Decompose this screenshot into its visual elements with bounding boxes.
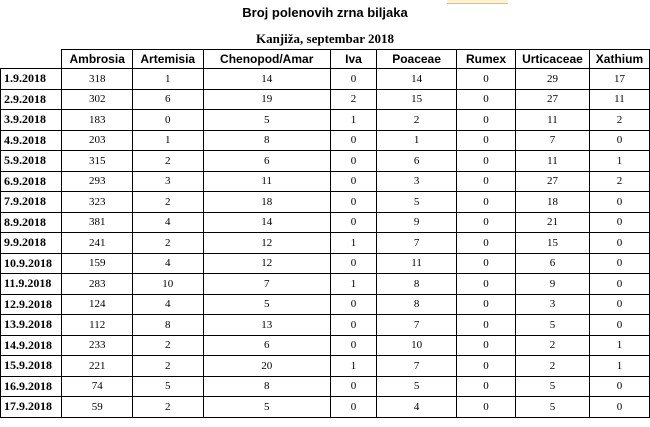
count-cell[interactable]: 112 (62, 315, 133, 336)
count-cell[interactable]: 11 (377, 253, 457, 274)
count-cell[interactable]: 1 (133, 69, 204, 90)
header-cell[interactable] (1, 50, 62, 69)
count-cell[interactable]: 0 (457, 69, 516, 90)
table-row (1, 253, 650, 274)
count-cell[interactable]: 0 (589, 294, 649, 315)
count-cell[interactable]: 8 (377, 294, 457, 315)
count-cell[interactable]: 11 (515, 110, 589, 131)
count-cell[interactable]: 0 (330, 69, 376, 90)
count-cell[interactable]: 5 (377, 192, 457, 213)
count-cell[interactable]: 11 (203, 171, 330, 192)
count-cell[interactable]: 0 (457, 89, 516, 110)
table-row (1, 294, 650, 315)
date-cell[interactable]: 1.9.2018 (1, 69, 62, 90)
count-cell[interactable]: 0 (330, 151, 376, 172)
table-row (1, 151, 650, 172)
count-cell[interactable]: 6 (377, 151, 457, 172)
count-cell[interactable]: 7 (203, 274, 330, 295)
count-cell[interactable]: 19 (203, 89, 330, 110)
date-cell[interactable]: 14.9.2018 (1, 335, 62, 356)
count-cell[interactable]: 18 (203, 192, 330, 213)
count-cell[interactable]: 0 (589, 315, 649, 336)
count-cell[interactable]: 323 (62, 192, 133, 213)
table-body (1, 69, 650, 418)
count-cell[interactable]: 1 (330, 110, 376, 131)
count-cell[interactable]: 8 (203, 376, 330, 397)
count-cell[interactable]: 0 (330, 192, 376, 213)
count-cell[interactable]: 15 (515, 233, 589, 254)
count-cell[interactable]: 0 (330, 212, 376, 233)
count-cell[interactable]: 1 (377, 130, 457, 151)
date-cell[interactable]: 17.9.2018 (1, 397, 62, 418)
count-cell[interactable]: 0 (589, 192, 649, 213)
count-cell[interactable]: 7 (377, 233, 457, 254)
count-cell[interactable]: 7 (515, 130, 589, 151)
table-row (1, 376, 650, 397)
count-cell[interactable]: 0 (457, 212, 516, 233)
date-cell[interactable]: 13.9.2018 (1, 315, 62, 336)
count-cell[interactable]: 183 (62, 110, 133, 131)
count-cell[interactable]: 283 (62, 274, 133, 295)
table-row (1, 335, 650, 356)
count-cell[interactable]: 4 (377, 397, 457, 418)
table-row (1, 69, 650, 90)
count-cell[interactable]: 0 (330, 130, 376, 151)
count-cell[interactable]: 0 (457, 274, 516, 295)
count-cell[interactable]: 2 (133, 335, 204, 356)
count-cell[interactable]: 1 (133, 130, 204, 151)
count-cell[interactable]: 233 (62, 335, 133, 356)
table-row (1, 130, 650, 151)
header-cell[interactable]: Artemisia (133, 50, 204, 69)
count-cell[interactable]: 0 (330, 253, 376, 274)
count-cell[interactable]: 12 (203, 233, 330, 254)
table-row (1, 397, 650, 418)
count-cell[interactable]: 0 (589, 274, 649, 295)
header-cell[interactable]: Rumex (457, 50, 516, 69)
count-cell[interactable]: 18 (515, 192, 589, 213)
count-cell[interactable]: 8 (377, 274, 457, 295)
table-row (1, 89, 650, 110)
count-cell[interactable]: 2 (133, 233, 204, 254)
header-cell[interactable]: Urticaceae (515, 50, 589, 69)
count-cell[interactable]: 0 (589, 397, 649, 418)
count-cell[interactable]: 1 (589, 356, 649, 377)
date-cell[interactable]: 6.9.2018 (1, 171, 62, 192)
count-cell[interactable]: 5 (203, 397, 330, 418)
count-cell[interactable]: 15 (377, 89, 457, 110)
count-cell[interactable]: 5 (515, 397, 589, 418)
count-cell[interactable]: 17 (589, 69, 649, 90)
count-cell[interactable]: 2 (589, 110, 649, 131)
date-cell[interactable]: 3.9.2018 (1, 110, 62, 131)
count-cell[interactable]: 0 (330, 397, 376, 418)
table-row (1, 171, 650, 192)
count-cell[interactable]: 0 (589, 376, 649, 397)
count-cell[interactable]: 0 (457, 192, 516, 213)
count-cell[interactable]: 14 (377, 69, 457, 90)
date-cell[interactable]: 15.9.2018 (1, 356, 62, 377)
count-cell[interactable]: 1 (330, 274, 376, 295)
count-cell[interactable]: 2 (589, 171, 649, 192)
count-cell[interactable]: 4 (133, 294, 204, 315)
count-cell[interactable]: 6 (515, 253, 589, 274)
date-cell[interactable]: 2.9.2018 (1, 89, 62, 110)
count-cell[interactable]: 27 (515, 89, 589, 110)
sheet-title: Broj polenovih zrna biljaka (242, 5, 408, 20)
count-cell[interactable]: 0 (589, 130, 649, 151)
date-cell[interactable]: 8.9.2018 (1, 212, 62, 233)
header-cell[interactable]: Chenopod/Amar (203, 50, 330, 69)
count-cell[interactable]: 5 (203, 110, 330, 131)
count-cell[interactable]: 203 (62, 130, 133, 151)
date-cell[interactable]: 9.9.2018 (1, 233, 62, 254)
count-cell[interactable]: 10 (133, 274, 204, 295)
count-cell[interactable]: 6 (133, 89, 204, 110)
count-cell[interactable]: 8 (133, 315, 204, 336)
count-cell[interactable]: 0 (457, 151, 516, 172)
count-cell[interactable]: 3 (133, 171, 204, 192)
count-cell[interactable]: 0 (457, 171, 516, 192)
count-cell[interactable]: 0 (133, 110, 204, 131)
table-row (1, 192, 650, 213)
count-cell[interactable]: 302 (62, 89, 133, 110)
date-cell[interactable]: 4.9.2018 (1, 130, 62, 151)
date-cell[interactable]: 16.9.2018 (1, 376, 62, 397)
count-cell[interactable]: 2 (133, 151, 204, 172)
date-cell[interactable]: 7.9.2018 (1, 192, 62, 213)
count-cell[interactable]: 0 (589, 253, 649, 274)
count-cell[interactable]: 5 (377, 376, 457, 397)
table-row (1, 110, 650, 131)
count-cell[interactable]: 0 (589, 233, 649, 254)
sheet-subtitle: Kanjiža, septembar 2018 (255, 31, 395, 46)
count-cell[interactable]: 10 (377, 335, 457, 356)
count-cell[interactable]: 0 (457, 294, 516, 315)
count-cell[interactable]: 7 (377, 315, 457, 336)
count-cell[interactable]: 124 (62, 294, 133, 315)
count-cell[interactable]: 1 (589, 151, 649, 172)
count-cell[interactable]: 241 (62, 233, 133, 254)
count-cell[interactable]: 5 (515, 376, 589, 397)
count-cell[interactable]: 13 (203, 315, 330, 336)
count-cell[interactable]: 5 (515, 315, 589, 336)
count-cell[interactable]: 9 (515, 274, 589, 295)
count-cell[interactable]: 59 (62, 397, 133, 418)
count-cell[interactable]: 1 (330, 233, 376, 254)
table-row (1, 315, 650, 336)
count-cell[interactable]: 0 (457, 130, 516, 151)
count-cell[interactable]: 74 (62, 376, 133, 397)
count-cell[interactable]: 9 (377, 212, 457, 233)
date-cell[interactable]: 11.9.2018 (1, 274, 62, 295)
header-cell[interactable]: Xathium (589, 50, 649, 69)
count-cell[interactable]: 21 (515, 212, 589, 233)
count-cell[interactable]: 4 (133, 253, 204, 274)
header-cell[interactable]: Iva (330, 50, 376, 69)
count-cell[interactable]: 11 (515, 151, 589, 172)
count-cell[interactable]: 0 (457, 110, 516, 131)
count-cell[interactable]: 221 (62, 356, 133, 377)
count-cell[interactable]: 7 (377, 356, 457, 377)
count-cell[interactable]: 2 (330, 89, 376, 110)
table-row (1, 212, 650, 233)
count-cell[interactable]: 0 (457, 233, 516, 254)
count-cell[interactable]: 14 (203, 212, 330, 233)
count-cell[interactable]: 2 (515, 335, 589, 356)
count-cell[interactable]: 0 (457, 335, 516, 356)
count-cell[interactable]: 0 (457, 356, 516, 377)
count-cell[interactable]: 381 (62, 212, 133, 233)
count-cell[interactable]: 0 (330, 335, 376, 356)
count-cell[interactable]: 3 (515, 294, 589, 315)
table-row (1, 356, 650, 377)
count-cell[interactable]: 0 (330, 294, 376, 315)
count-cell[interactable]: 0 (457, 315, 516, 336)
count-cell[interactable]: 20 (203, 356, 330, 377)
count-cell[interactable]: 2 (515, 356, 589, 377)
count-cell[interactable]: 0 (457, 253, 516, 274)
count-cell[interactable]: 12 (203, 253, 330, 274)
count-cell[interactable]: 11 (589, 89, 649, 110)
count-cell[interactable]: 5 (133, 376, 204, 397)
table-row (1, 274, 650, 295)
count-cell[interactable]: 6 (203, 335, 330, 356)
header-cell[interactable]: Ambrosia (62, 50, 133, 69)
count-cell[interactable]: 3 (377, 171, 457, 192)
count-cell[interactable]: 4 (133, 212, 204, 233)
count-cell[interactable]: 14 (203, 69, 330, 90)
count-cell[interactable]: 0 (457, 376, 516, 397)
count-cell[interactable]: 8 (203, 130, 330, 151)
count-cell[interactable]: 0 (457, 397, 516, 418)
count-cell[interactable]: 2 (377, 110, 457, 131)
date-cell[interactable]: 5.9.2018 (1, 151, 62, 172)
count-cell[interactable]: 293 (62, 171, 133, 192)
count-cell[interactable]: 315 (62, 151, 133, 172)
date-cell[interactable]: 10.9.2018 (1, 253, 62, 274)
count-cell[interactable]: 0 (330, 171, 376, 192)
count-cell[interactable]: 2 (133, 397, 204, 418)
count-cell[interactable]: 159 (62, 253, 133, 274)
table-row (1, 233, 650, 254)
count-cell[interactable]: 318 (62, 69, 133, 90)
count-cell[interactable]: 2 (133, 356, 204, 377)
date-cell[interactable]: 12.9.2018 (1, 294, 62, 315)
count-cell[interactable]: 27 (515, 171, 589, 192)
count-cell[interactable]: 5 (203, 294, 330, 315)
header-cell[interactable]: Poaceae (377, 50, 457, 69)
count-cell[interactable]: 0 (589, 212, 649, 233)
count-cell[interactable]: 29 (515, 69, 589, 90)
count-cell[interactable]: 0 (330, 315, 376, 336)
count-cell[interactable]: 6 (203, 151, 330, 172)
count-cell[interactable]: 2 (133, 192, 204, 213)
header-row (1, 50, 650, 69)
count-cell[interactable]: 1 (589, 335, 649, 356)
count-cell[interactable]: 0 (330, 376, 376, 397)
count-cell[interactable]: 1 (330, 356, 376, 377)
pollen-table (0, 49, 650, 418)
